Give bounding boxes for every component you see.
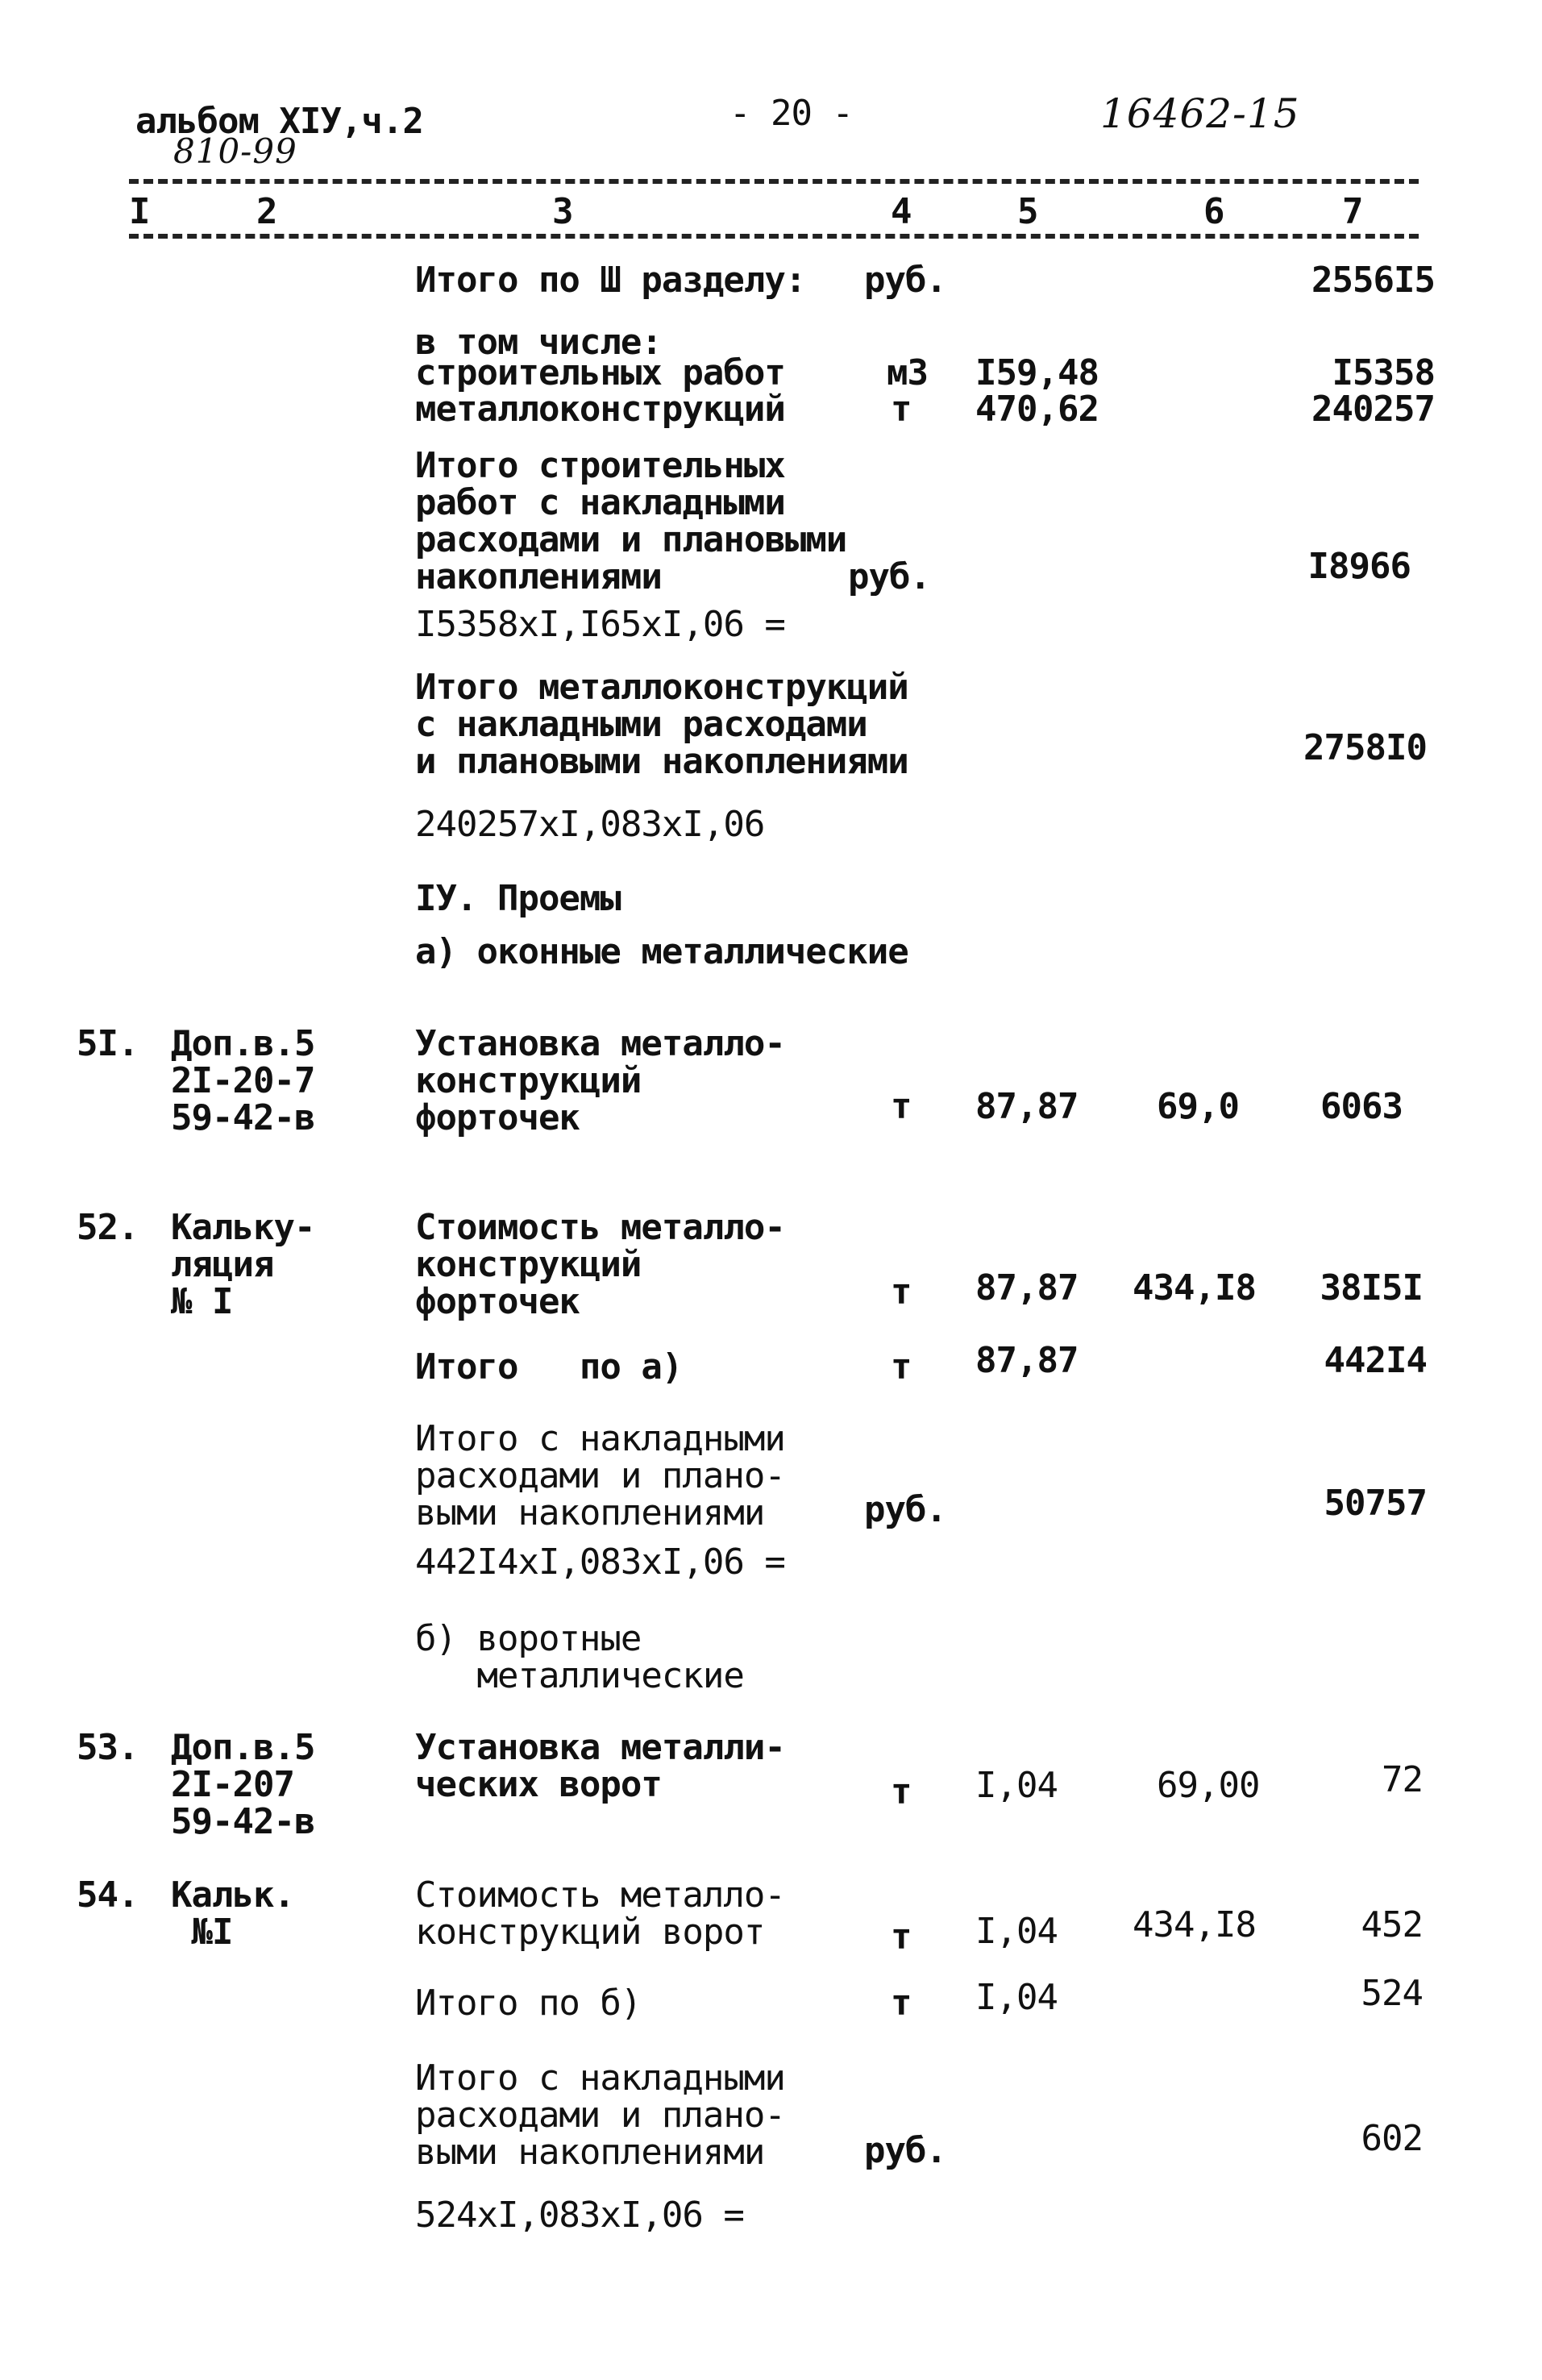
total-b-desc: Итого по б) xyxy=(415,1983,642,2024)
construction-total: I5358 xyxy=(1332,352,1435,393)
row51-unit: т xyxy=(891,1086,912,1127)
col-number-2: 2 xyxy=(256,191,277,232)
section4b-title: б) воротные металлические xyxy=(415,1618,744,1696)
col-number-1: I xyxy=(129,191,150,232)
formula-2: 240257xI,083xI,06 xyxy=(415,804,765,845)
construction-qty: I59,48 xyxy=(975,352,1099,393)
row54-total: 452 xyxy=(1361,1904,1423,1945)
construction-unit: м3 xyxy=(887,352,928,393)
construction-desc: строительных работ xyxy=(415,352,785,393)
row52-price: 434,I8 xyxy=(1133,1267,1256,1309)
total-section3-desc: Итого по Ш разделу: xyxy=(415,260,806,301)
col-number-5: 5 xyxy=(1017,191,1038,232)
total-metal-overhead-value: 2758I0 xyxy=(1303,727,1427,768)
row53-ref: Доп.в.5 2I-207 59-42-в xyxy=(171,1727,315,1842)
row54-price: 434,I8 xyxy=(1133,1904,1256,1945)
total-a-desc: Итого по а) xyxy=(415,1346,683,1388)
total-constr-overhead-value: I8966 xyxy=(1307,546,1411,587)
row54-number: 54. xyxy=(77,1874,139,1916)
metal-unit: т xyxy=(891,389,912,430)
total-b-overhead-value: 602 xyxy=(1361,2118,1423,2159)
row52-unit: т xyxy=(891,1271,912,1313)
row54-desc: Стоимость металло- конструкций ворот xyxy=(415,1874,785,1953)
col-number-7: 7 xyxy=(1342,191,1363,232)
header-rule-bottom xyxy=(129,234,1419,239)
row53-unit: т xyxy=(891,1771,912,1812)
total-section3-value: 2556I5 xyxy=(1311,260,1435,301)
section4-title: IУ. Проемы xyxy=(415,878,621,919)
row52-total: 38I5I xyxy=(1320,1267,1423,1309)
row51-desc: Установка металло- конструкций форточек xyxy=(415,1023,785,1138)
total-metal-overhead-desc: Итого металлоконструкций с накладными расходами и плановыми накоплениями xyxy=(415,667,908,782)
total-section3-unit: руб. xyxy=(864,260,946,301)
total-b-value: 524 xyxy=(1361,1973,1423,2014)
row51-ref: Доп.в.5 2I-20-7 59-42-в xyxy=(171,1023,315,1138)
album-label: альбом XIУ,ч.2 xyxy=(135,101,423,142)
total-a-overhead-unit: руб. xyxy=(864,1489,946,1530)
header-rule-top xyxy=(129,179,1419,184)
row51-qty: 87,87 xyxy=(975,1086,1079,1127)
row53-qty: I,04 xyxy=(975,1765,1058,1806)
col-number-4: 4 xyxy=(891,191,912,232)
document-number: 16462-15 xyxy=(1100,90,1300,137)
album-sub-number: 810-99 xyxy=(173,131,297,171)
row52-qty: 87,87 xyxy=(975,1267,1079,1309)
page-number: - 20 - xyxy=(729,93,853,134)
total-constr-overhead-desc: Итого строительных работ с накладными расходами и плановыми накоплениями xyxy=(415,445,847,597)
row51-price: 69,0 xyxy=(1157,1086,1239,1127)
formula-1: I5358xI,I65xI,06 = xyxy=(415,604,785,645)
total-b-overhead-desc: Итого с накладными расходами и плано- выми накоплениями xyxy=(415,2058,785,2173)
row53-total: 72 xyxy=(1382,1759,1423,1800)
row53-number: 53. xyxy=(77,1727,139,1768)
total-a-value: 442I4 xyxy=(1324,1340,1427,1381)
total-b-overhead-unit: руб. xyxy=(864,2130,946,2171)
formula-3: 442I4xI,083xI,06 = xyxy=(415,1542,785,1583)
row52-number: 52. xyxy=(77,1207,139,1248)
row53-price: 69,00 xyxy=(1157,1765,1260,1806)
total-constr-overhead-unit: руб. xyxy=(848,556,930,597)
formula-4: 524xI,083xI,06 = xyxy=(415,2195,744,2236)
total-a-unit: т xyxy=(891,1346,912,1388)
total-b-unit: т xyxy=(891,1983,912,2024)
row54-qty: I,04 xyxy=(975,1911,1058,1952)
row51-total: 6063 xyxy=(1320,1086,1403,1127)
col-number-3: 3 xyxy=(552,191,573,232)
total-a-overhead-value: 50757 xyxy=(1324,1483,1427,1524)
section4a-title: а) оконные металлические xyxy=(415,931,908,972)
row54-ref: Кальк. №I xyxy=(171,1874,294,1953)
col-number-6: 6 xyxy=(1203,191,1224,232)
metal-desc: металлоконструкций xyxy=(415,389,785,430)
row52-desc: Стоимость металло- конструкций форточек xyxy=(415,1207,785,1322)
total-b-qty: I,04 xyxy=(975,1977,1058,2018)
metal-qty: 470,62 xyxy=(975,389,1099,430)
total-a-qty: 87,87 xyxy=(975,1340,1079,1381)
row52-ref: Кальку- ляция № I xyxy=(171,1207,315,1322)
row51-number: 5I. xyxy=(77,1023,139,1064)
incl-label: в том числе: xyxy=(415,322,662,363)
total-a-overhead-desc: Итого с накладными расходами и плано- выми накоплениями xyxy=(415,1418,785,1533)
row53-desc: Установка металли- ческих ворот xyxy=(415,1727,785,1805)
metal-total: 240257 xyxy=(1311,389,1435,430)
row54-unit: т xyxy=(891,1916,912,1958)
